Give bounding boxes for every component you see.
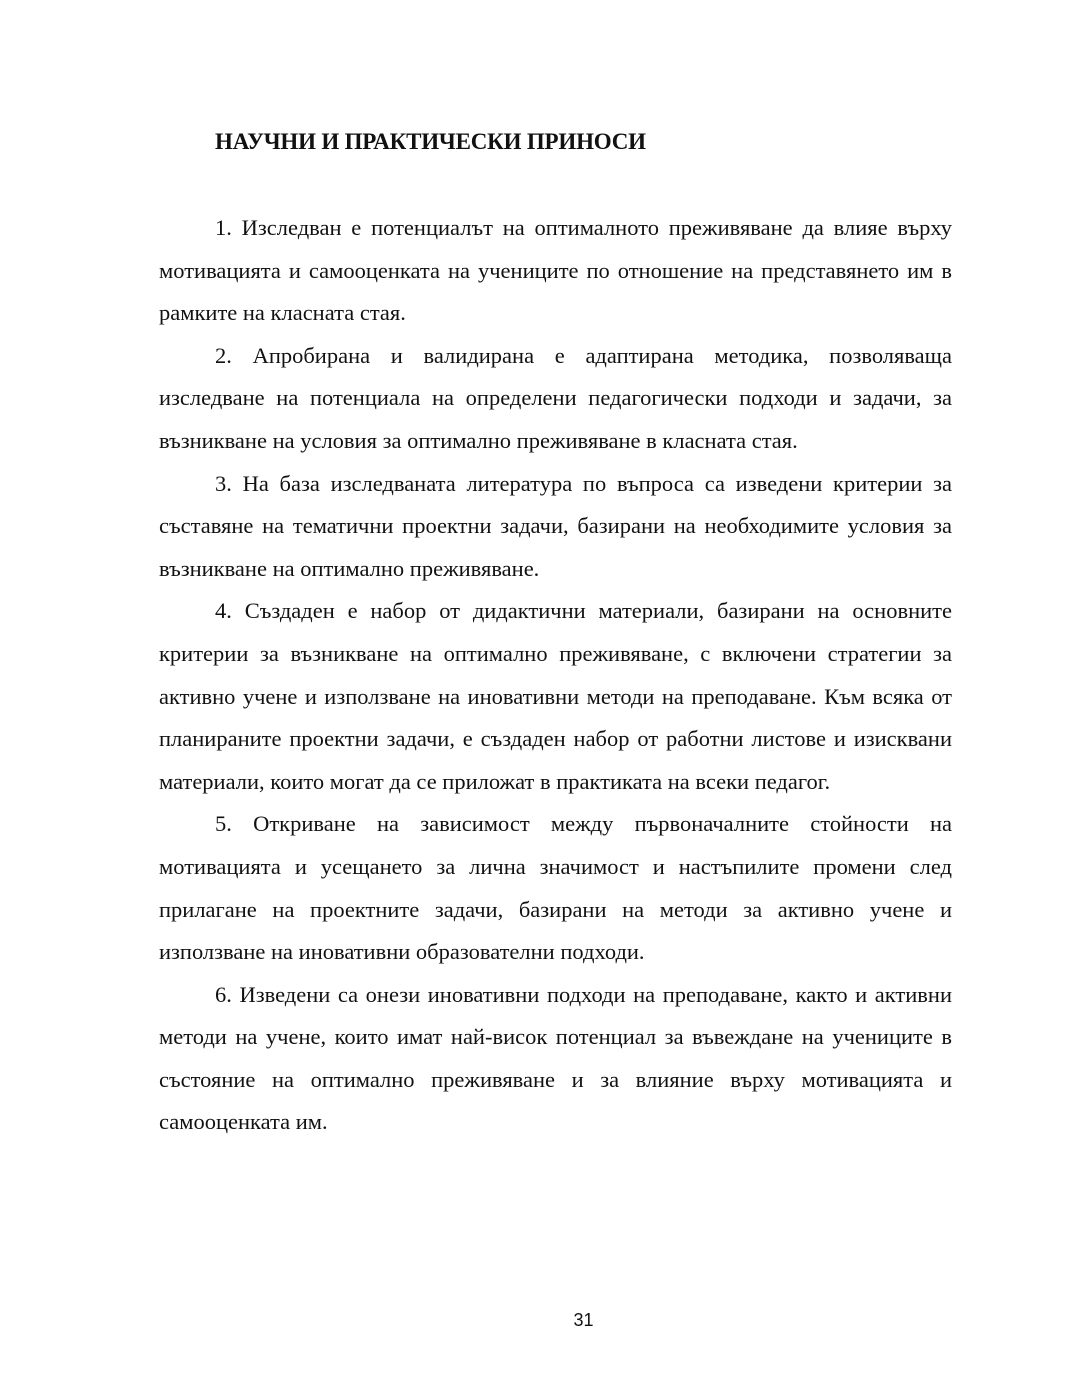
contribution-paragraph-1: 1. Изследван е потенциалът на оптималното преживяване да влияе върху мотивацията и самооценката на учениците по отношение на представянето им в рамките на класната стая.	[159, 215, 952, 326]
contribution-paragraph-3: 3. На база изследваната литература по въпроса са изведени критерии за съставяне на тематични проектни задачи, базирани на необходимите условия за възникване на оптимално преживяване.	[159, 470, 952, 581]
contribution-paragraph-5: 5. Откриване на зависимост между първоначалните стойности на мотивацията и усещането за лична значимост и настъпилите промени след прилагане на проектните задачи, базирани на методи за активно учене и използване на иновативни образователни подходи.	[159, 811, 952, 965]
contributions-list	[159, 207, 952, 1144]
page-title: НАУЧНИ И ПРАКТИЧЕСКИ ПРИНОСИ	[215, 129, 646, 154]
contribution-paragraph-4: 4. Създаден е набор от дидактични материали, базирани на основните критерии за възникване на оптимално преживяване, с включени стратегии за активно учене и използване на иновативни методи на преподаване. Към всяка от планираните проектни задачи, е създаден набор от работни листове и изисквани материали, които могат да се приложат в практиката на всеки педагог.	[159, 598, 952, 794]
contribution-paragraph-2: 2. Апробирана и валидирана е адаптирана методика, позволяваща изследване на потенциала на определени педагогически подходи и задачи, за възникване на условия за оптимално преживяване в класната стая.	[159, 342, 952, 453]
page-number: 31	[573, 1310, 594, 1330]
contribution-paragraph-6: 6. Изведени са онези иновативни подходи на преподаване, както и активни методи на учене, които имат най-висок потенциал за въвеждане на учениците в състояние на оптимално преживяване и за влияние върху мотивацията и самооценката им.	[159, 981, 952, 1135]
